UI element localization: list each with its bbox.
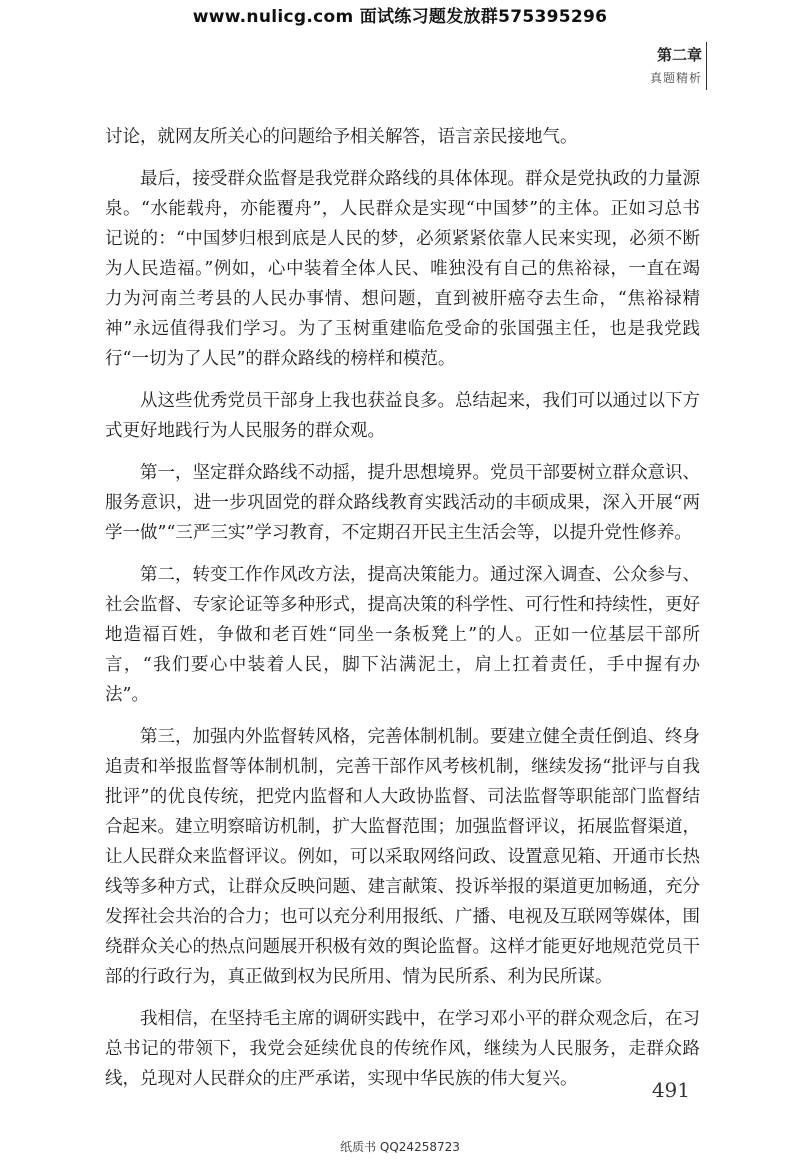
- paragraph: 我相信，在坚持毛主席的调研实践中，在学习邓小平的群众观念后，在习总书记的带领下，我党会延续优良的传统作风，继续为人民服务，走群众路线，兑现对人民群众的庄严承诺，实现中华民族的伟大复兴。: [105, 1009, 700, 1089]
- chapter-heading: [650, 44, 702, 86]
- page-number: 491: [651, 1078, 690, 1102]
- paragraph: 第二，转变工作作风改方法，提高决策能力。通过深入调查、公众参与、社会监督、专家论证等多种形式，提高决策的科学性、可行性和持续性，更好地造福百姓，争做和老百姓“同坐一条板凳上”的人。正如一位基层干部所言，“我们要心中装着人民，脚下沾满泥土，肩上扛着责任，手中握有办法”。: [105, 565, 700, 705]
- chapter-divider: [706, 42, 707, 90]
- paragraph: 第一，坚定群众路线不动摇，提升思想境界。党员干部要树立群众意识、服务意识，进一步巩固党的群众路线教育实践活动的丰硕成果，深入开展“两学一做”“三严三实”学习教育，不定期召开民主生活会等，以提升党性修养。: [105, 463, 700, 543]
- paragraph: 讨论，就网友所关心的问题给予相关解答，语言亲民接地气。: [105, 127, 578, 147]
- body-text: [105, 122, 700, 1106]
- chapter-title: 第二章: [656, 46, 702, 64]
- paragraph: 最后，接受群众监督是我党群众路线的具体体现。群众是党执政的力量源泉。“水能载舟，亦能覆舟”，人民群众是实现“中国梦”的主体。正如习总书记说的：“中国梦归根到底是人民的梦，必须紧紧依靠人民来实现，必须不断为人民造福。”例如，心中装着全体人民、唯独没有自己的焦裕禄，一直在竭力为河南兰考县的人民办事情、想问题，直到被肝癌夺去生命，“焦裕禄精神”永远值得我们学习。为了玉树重建临危受命的张国强主任，也是我党践行“一切为了人民”的群众路线的榜样和模范。: [105, 169, 700, 369]
- chapter-subtitle: 真题精析: [649, 71, 702, 85]
- footer-credit: 纸质书 QQ24258723: [340, 1140, 460, 1154]
- paragraph: 从这些优秀党员干部身上我也获益良多。总结起来，我们可以通过以下方式更好地践行为人民服务的群众观。: [105, 391, 700, 441]
- header-banner: www.nulicg.com 面试练习题发放群575395296: [192, 7, 608, 27]
- paragraph: 第三，加强内外监督转风格，完善体制机制。要建立健全责任倒追、终身追责和举报监督等体制机制，完善干部作风考核机制，继续发扬“批评与自我批评”的优良传统，把党内监督和人大政协监督、司法监督等职能部门监督结合起来。建立明察暗访机制，扩大监督范围；加强监督评议，拓展监督渠道，让人民群众来监督评议。例如，可以采取网络问政、设置意见箱、开通市长热线等多种方式，让群众反映问题、建言献策、投诉举报的渠道更加畅通，充分发挥社会共治的合力；也可以充分利用报纸、广播、电视及互联网等媒体，围绕群众关心的热点问题展开积极有效的舆论监督。这样才能更好地规范党员干部的行政行为，真正做到权为民所用、情为民所系、利为民所谋。: [105, 727, 700, 987]
